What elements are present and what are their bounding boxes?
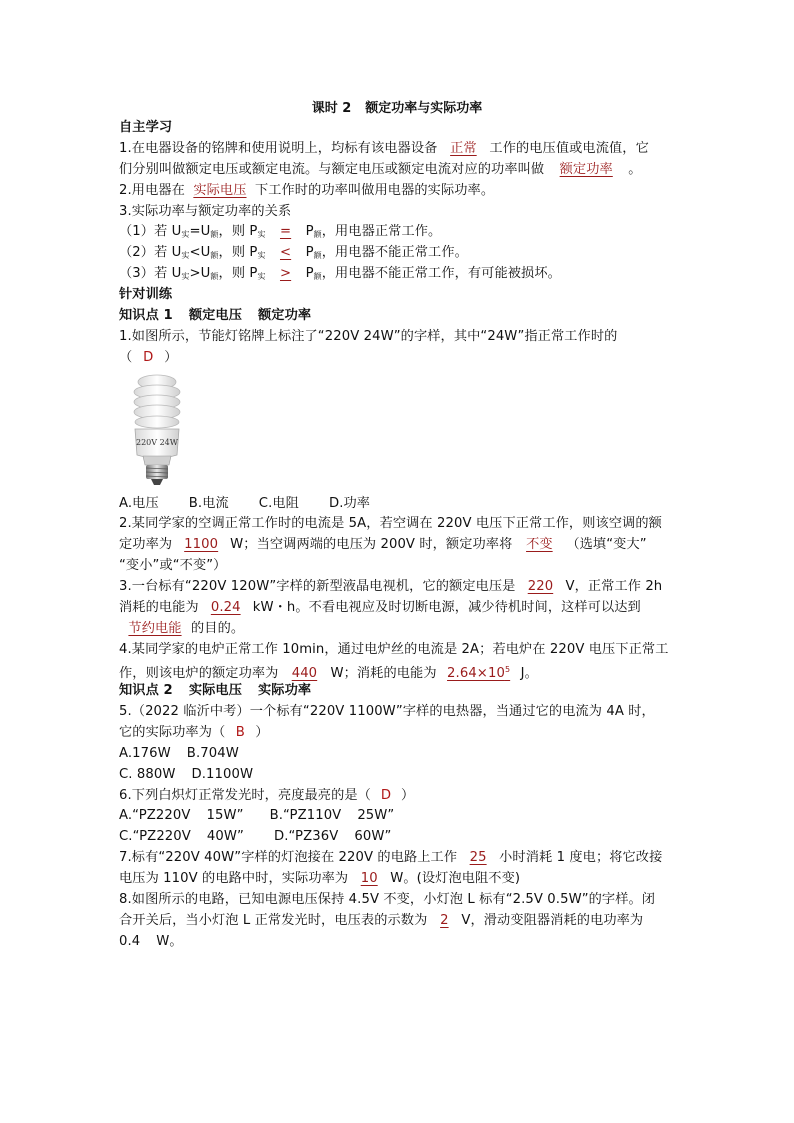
kp1-topic-a: 额定电压 [188, 308, 242, 323]
p5-option-a: A.176W [119, 746, 171, 761]
p4-answer-1: 440 [291, 666, 318, 681]
problem-2-line-3: “变小”或“不变”） [119, 558, 227, 573]
p6-option-c-power: 40W” [206, 829, 244, 844]
p5-text-b: 它的实际功率为（ [119, 725, 226, 740]
p2-text-c: W；当空调两端的电压为 200V 时，额定功率将 [230, 537, 513, 552]
q1-text-c: 们分别叫做额定电压或额定电流。与额定电压或额定电流对应的功率叫做 [119, 162, 545, 177]
p4-text-b: 作，则该电炉的额定功率为 [119, 666, 279, 681]
p6-option-c-model: C.“PZ220V [119, 829, 191, 844]
lesson-number: 课时 2 [311, 101, 352, 116]
p4-text-d: J。 [520, 666, 538, 681]
q3-2-answer: < [279, 245, 292, 260]
q3-3-sub-1: 实 [181, 272, 190, 281]
q3-2-a: （2）若 U [119, 245, 182, 260]
question-3-case-2 [119, 243, 468, 263]
kp1-number: 知识点 1 [119, 308, 173, 323]
problem-4-line-2 [119, 660, 538, 680]
problem-3-line-3 [119, 619, 244, 639]
p8-text-b: 合开关后，当小灯泡 L 正常发光时，电压表的示数为 [119, 913, 428, 928]
p8-answer-2: 0.4 [119, 934, 141, 949]
question-1-line-1 [119, 139, 649, 159]
p6-option-a-model: A.“PZ220V [119, 808, 191, 823]
section-heading-self-study: 自主学习 [119, 120, 173, 135]
p7-text-d: W。(设灯泡电阻不变) [390, 871, 521, 886]
p3-text-a: 3.一台标有“220V 120W”字样的新型液晶电视机，它的额定电压是 [119, 579, 516, 594]
q3-3-a: （3）若 U [119, 266, 182, 281]
p1-option-a: A.电压 [119, 496, 159, 511]
p6-option-a-power: 15W” [206, 808, 244, 823]
question-2 [119, 181, 494, 201]
p3-answer-1: 220 [527, 579, 554, 594]
q3-1-c: P [305, 224, 314, 239]
p8-text-c: V，滑动变阻器消耗的电功率为 [461, 913, 644, 928]
problem-5-line-1: 5.（2022 临沂中考）一个标有“220V 1100W”字样的电热器，当通过它的电流为 4A 时， [119, 704, 655, 719]
p4-answer-2 [437, 660, 521, 684]
q3-3-d: ，用电器不能正常工作，有可能被损坏。 [321, 266, 561, 281]
q3-3-sub-4: 额 [313, 272, 322, 281]
section-heading-practice: 针对训练 [119, 287, 173, 302]
p7-answer-2: 10 [360, 871, 378, 886]
problem-5-options-row-2 [119, 765, 253, 785]
q3-1-sub-1: 实 [181, 230, 190, 239]
p2-answer-2: 不变 [526, 537, 553, 552]
problem-8-line-3 [119, 932, 183, 952]
q3-2-c: P [305, 245, 314, 260]
p5-text-c: ） [255, 725, 269, 740]
p1-answer: D [143, 350, 154, 365]
q3-2-sub-1: 实 [181, 251, 190, 260]
problem-2-line-1: 2.某同学家的空调正常工作时的电流是 5A，若空调在 220V 电压下正常工作，则该空调的额 [119, 516, 662, 531]
bulb-rating-label: 220V 24W [136, 438, 178, 447]
p5-answer: B [235, 725, 245, 740]
p2-text-b: 定功率为 [119, 537, 173, 552]
p4-answer-2-exponent: 5 [504, 665, 511, 674]
p4-answer-2-base: 2.64×10 [447, 666, 505, 681]
knowledge-point-2 [119, 681, 311, 701]
p3-text-e: 的目的。 [191, 621, 245, 636]
knowledge-point-1 [119, 306, 311, 326]
kp2-topic-b: 实际功率 [258, 683, 312, 698]
p6-option-b-power: 25W” [357, 808, 395, 823]
p5-option-d: D.1100W [191, 767, 254, 782]
problem-5-options-row-1 [119, 744, 239, 764]
p3-answer-3: 节约电能 [128, 621, 182, 636]
q1-text-b: 工作的电压值或电流值，它 [489, 141, 649, 156]
p8-text-d: W。 [156, 934, 183, 949]
problem-3-line-1 [119, 577, 662, 597]
p8-answer-1: 2 [440, 913, 449, 928]
p3-text-c: 消耗的电能为 [119, 600, 199, 615]
kp2-topic-a: 实际电压 [188, 683, 242, 698]
q3-1-d: ，用电器正常工作。 [321, 224, 442, 239]
q3-1-sub-3: 实 [257, 230, 266, 239]
q3-1-a: （1）若 U [119, 224, 182, 239]
problem-6-line-1 [119, 786, 414, 806]
q3-3-sub-2: 额 [210, 272, 219, 281]
p3-answer-2: 0.24 [210, 600, 241, 615]
q3-3-b: ，则 P [218, 266, 258, 281]
p6-answer: D [380, 788, 392, 803]
p1-open-paren: （ [119, 350, 133, 365]
q2-text-a: 2.用电器在 [119, 183, 185, 198]
q3-3-c: P [305, 266, 314, 281]
p3-text-b: V，正常工作 2h [565, 579, 663, 594]
kp2-number: 知识点 2 [119, 683, 173, 698]
p1-option-b: B.电流 [188, 496, 229, 511]
lesson-name: 额定功率与实际功率 [365, 101, 483, 116]
q2-text-b: 下工作时的功率叫做用电器的实际功率。 [254, 183, 495, 198]
q2-answer: 实际电压 [193, 183, 247, 198]
p6-option-d-model: D.“PZ36V [273, 829, 339, 844]
q3-2-sub-3: 实 [257, 251, 266, 260]
q3-1-sub-2: 额 [210, 230, 219, 239]
kp1-topic-b: 额定功率 [258, 308, 312, 323]
problem-1-options [119, 494, 370, 514]
p1-option-c: C.电阻 [258, 496, 299, 511]
problem-7-line-2 [119, 869, 520, 889]
q3-1-b: ，则 P [218, 224, 258, 239]
q1-text-d: 。 [628, 162, 642, 177]
p4-text-c: W；消耗的电能为 [330, 666, 437, 681]
problem-3-line-2 [119, 598, 641, 618]
p6-text-a: 6.下列白炽灯正常发光时，亮度最亮的是（ [119, 788, 371, 803]
q3-3-eq: >U [189, 266, 211, 281]
p6-option-b-model: B.“PZ110V [269, 808, 342, 823]
q1-answer-2: 额定功率 [559, 162, 613, 177]
q1-answer-1: 正常 [450, 141, 477, 156]
question-3-case-1 [119, 222, 441, 242]
problem-1-line-2 [119, 348, 178, 368]
p1-close-paren: ） [164, 350, 178, 365]
q3-2-sub-2: 额 [210, 251, 219, 260]
question-3-heading: 3.实际功率与额定功率的关系 [119, 204, 292, 219]
problem-8-line-1: 8.如图所示的电路，已知电源电压保持 4.5V 不变，小灯泡 L 标有“2.5V 0.5W”的字样。闭 [119, 892, 656, 907]
q3-2-d: ，用电器不能正常工作。 [321, 245, 468, 260]
q3-1-eq: =U [189, 224, 211, 239]
p7-answer-1: 25 [469, 850, 487, 865]
energy-saving-bulb-image [127, 373, 187, 486]
p3-text-d: kW・h。不看电视应及时切断电源，减少待机时间，这样可以达到 [252, 600, 641, 615]
p5-option-c: C. 880W [119, 767, 176, 782]
problem-5-line-2 [119, 723, 269, 743]
problem-1-line-1: 1.如图所示，节能灯铭牌上标注了“220V 24W”的字样，其中“24W”指正常工作时的 [119, 329, 618, 344]
problem-6-options-row-2 [119, 827, 391, 847]
problem-8-line-2 [119, 911, 643, 931]
q3-3-answer: > [279, 266, 292, 281]
p7-text-b: 小时消耗 1 度电；将它改接 [499, 850, 663, 865]
problem-4-line-1: 4.某同学家的电炉正常工作 10min，通过电炉丝的电流是 2A；若电炉在 220V 电压下正常工 [119, 642, 669, 657]
problem-6-options-row-1 [119, 806, 394, 826]
page-title [0, 99, 794, 119]
question-1-line-2 [119, 160, 642, 180]
q1-text-a: 1.在电器设备的铭牌和使用说明上，均标有该电器设备 [119, 141, 438, 156]
p2-answer-1: 1100 [184, 537, 219, 552]
problem-7-line-1 [119, 848, 662, 868]
p6-option-d-power: 60W” [354, 829, 392, 844]
q3-2-eq: <U [189, 245, 211, 260]
p1-option-d: D.功率 [328, 496, 371, 511]
problem-2-line-2 [119, 535, 647, 555]
p7-text-a: 7.标有“220V 40W”字样的灯泡接在 220V 的电路上工作 [119, 850, 458, 865]
p6-text-b: ） [400, 788, 415, 803]
q3-1-sub-4: 额 [313, 230, 322, 239]
q3-2-sub-4: 额 [313, 251, 322, 260]
p5-option-b: B.704W [186, 746, 239, 761]
q3-3-sub-3: 实 [257, 272, 266, 281]
q3-1-answer: = [279, 224, 292, 239]
q3-2-b: ，则 P [218, 245, 258, 260]
question-3-case-3 [119, 264, 561, 284]
p2-text-d: （选填“变大” [566, 537, 647, 552]
p7-text-c: 电压为 110V 的电路中时，实际功率为 [119, 871, 349, 886]
